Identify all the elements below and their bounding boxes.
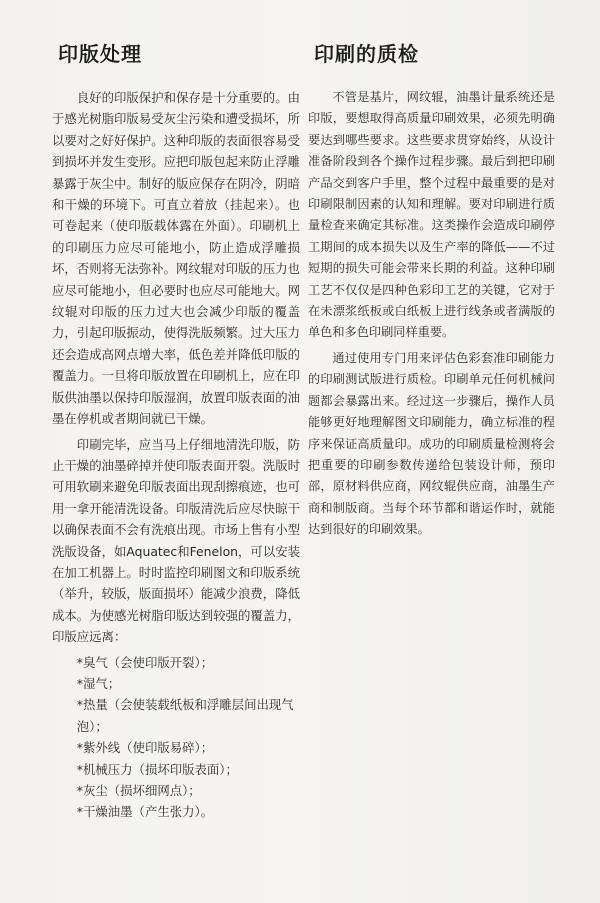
list-item: *热量（会使装载纸板和浮雕层间出现气泡）； <box>76 697 294 734</box>
right-column <box>308 38 555 545</box>
section-heading-print-quality: 印刷的质检 <box>314 42 419 66</box>
paragraph: 通过使用专门用来评估色彩套准印刷能力的印刷测试版进行质检。印刷单元任何机械问题都会暴露出来。经过这一步骤后，操作人员能够更好地理解图文印刷能力，确立标准的程序来保证高质量印。成功的印刷质量检测将会把重要的印刷参数传递给包装设计师，预印部，原材料供应商，网纹辊供应商，油墨生产商和制版商。当每个环节都和谐运作时，就能达到很好的印刷效果。 <box>308 350 555 537</box>
section-heading-plate-handling: 印版处理 <box>58 42 142 66</box>
list-item: *紫外线（使印版易碎）； <box>76 740 214 756</box>
paragraph: 不管是基片，网纹辊，油墨计量系统还是印版，要想取得高质量印刷效果，必须先明确要达到哪些要求。这些要求贯穿始终，从设计准备阶段到各个操作过程步骤。最后到把印刷产品交到客户手里，整个过程中最重要的是对印刷限制因素的认知和理解。要对印刷进行质量检查来确定其标准。这类操作会造成印刷停工期间的成本损失以及生产率的降低——不过短期的损失可能会带来长期的利益。这种印刷工艺不仅仅是四种色彩印工艺的关键，它对于在未漂浆纸板或白纸板上进行线条或者满版的单色和多色印刷同样重要。 <box>308 90 555 340</box>
left-column <box>52 38 300 823</box>
list-item: *臭气（会使印版开裂）； <box>76 654 214 670</box>
paragraph: 印刷完毕，应当马上仔细地清洗印版，防止干燥的油墨碎掉并使印版表面开裂。洗版时可用软刷来避免印版表面出现刮擦痕迹，也可用一拿开能清洗设备。印版清洗后应尽快晾干以确保表面不会有洗痕出现。市场上售有小型洗版设备，如Aquatec和Fenelon，可以安装在加工机器上。时时监控印刷图文和印版系统（举升，较版，版面损坏）能减少浪费，降低成本。为使感光树脂印版达到较强的覆盖力，印版应远离： <box>52 436 300 645</box>
paragraph: 良好的印版保护和保存是十分重要的。由于感光树脂印版易受灰尘污染和遭受损坏，所以要对之好好保护。这种印版的表面很容易受到损坏并发生变形。应把印版包起来防止浮雕暴露于灰尘中。制好的版应保存在阴冷，阴暗和干燥的环境下。可直立着放（挂起来）。也可卷起来（使印版载体露在外面）。印刷机上的印刷压力应尽可能地小，防止造成浮雕损坏，否则将无法弥补。网纹辊对印版的压力也应尽可能地小，但必要时也应尽可能地大。网纹辊对印版的压力过大也会减少印版的覆盖力，引起印版振动，使得洗版频繁。过大压力还会造成高网点增大率，低色差并降低印版的覆盖力。一旦将印版放置在印刷机上，应在印版供油墨以保持印版湿润，放置印版表面的油墨在停机或者期间就已干燥。 <box>52 90 300 427</box>
bullet-list <box>52 652 300 823</box>
list-item: *湿气； <box>76 675 121 691</box>
list-item: *机械压力（损坏印版表面）； <box>76 761 238 777</box>
list-item: *干燥油墨（产生张力）。 <box>76 804 214 820</box>
list-item: *灰尘（损坏细网点）； <box>76 783 201 798</box>
